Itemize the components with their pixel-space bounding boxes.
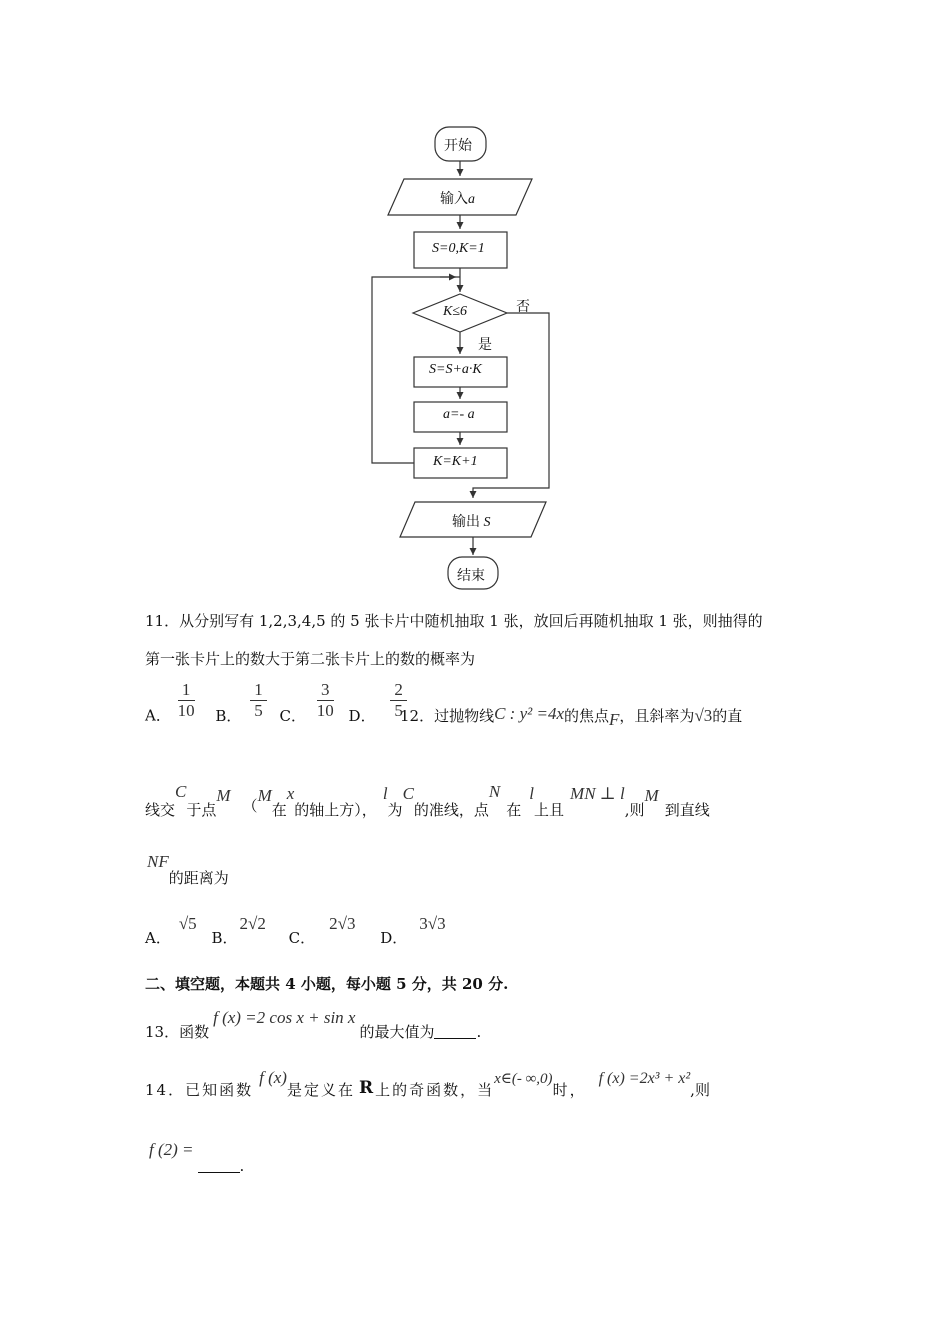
- q12-l2-g: 的准线，点: [413, 801, 489, 819]
- q14-mid1: 是定义在: [286, 1081, 355, 1099]
- q12-N: N: [488, 782, 501, 801]
- q12-l2-b: 于点: [186, 801, 217, 819]
- q13: [145, 1008, 481, 1042]
- step3-label: K=K+1: [433, 454, 478, 469]
- q12-M2: M: [257, 786, 272, 805]
- q14-line2: [149, 1140, 244, 1175]
- q14-domain: x∈(- ∞,0): [494, 1071, 553, 1087]
- q12-perp: MN ⊥ l: [570, 784, 625, 803]
- q12-x: x: [286, 784, 295, 803]
- q14-expr: f (x) =2x³ + x²: [598, 1070, 691, 1087]
- end-label: 结束: [457, 569, 485, 584]
- q12-opt-c-label: C．: [288, 929, 316, 947]
- q12-slope-text: ，且斜率为: [619, 707, 695, 725]
- q14-mid2: 上的奇函数，当: [375, 1081, 495, 1099]
- q13-tail: 的最大值为: [359, 1023, 435, 1041]
- q11-opt-a-label: A．: [145, 706, 171, 725]
- step2-label: a=- a: [443, 407, 475, 422]
- output-var: S: [483, 515, 491, 530]
- q12-l2-d: 在: [271, 801, 287, 819]
- q12-line2: [145, 782, 710, 820]
- q12-l2: l: [529, 784, 535, 803]
- q12-l2-i: 上且: [534, 801, 565, 819]
- q12-opt-c: 2√3: [329, 914, 356, 933]
- q12-l3: 的距离为: [168, 869, 229, 887]
- input-label: [440, 188, 475, 208]
- q11-opt-a: [178, 680, 195, 721]
- q11-options: [145, 680, 407, 726]
- step1-label: S=S+a·K: [429, 362, 482, 377]
- q12-C: C: [175, 782, 187, 801]
- q12-line-text: 的直: [712, 707, 743, 725]
- q11-line1: 11．从分别写有 1,2,3,4,5 的 5 张卡片中随机抽取 1 张，放回后再随机抽取 1 张，则抽得的: [145, 612, 763, 630]
- q12-line3: [147, 852, 229, 888]
- q14-mid3: 时，: [552, 1081, 587, 1099]
- q11-opt-c-num: 3: [317, 680, 334, 701]
- q12-options: [145, 914, 446, 948]
- q12-l2-h: 在: [506, 801, 522, 819]
- section2-heading: 二、填空题，本题共 4 小题，每小题 5 分，共 20 分.: [145, 975, 509, 993]
- q14-blank[interactable]: [198, 1158, 240, 1173]
- q11-opt-b: [250, 680, 267, 721]
- q12-parabola: C : y² =4x: [494, 704, 565, 723]
- output-prefix: 输出: [452, 515, 484, 530]
- output-label: [452, 511, 491, 531]
- flowchart: [0, 0, 950, 600]
- q11-line2: 第一张卡片上的数大于第二张卡片上的数的概率为: [145, 650, 476, 668]
- q11-opt-d-num: 2: [390, 680, 407, 701]
- q11-opt-a-num: 1: [178, 680, 195, 701]
- q11-opt-b-label: B．: [215, 706, 242, 725]
- q11-opt-d-den: 5: [394, 701, 403, 720]
- q12-l2-j: ,则: [624, 801, 645, 819]
- q13-intro: 13．函数: [145, 1023, 210, 1041]
- q12-C2: C: [402, 784, 414, 803]
- input-prefix: 输入: [440, 192, 468, 207]
- q11-opt-b-num: 1: [250, 680, 267, 701]
- q13-end: .: [476, 1023, 482, 1041]
- q12-opt-a-label: A．: [145, 929, 171, 947]
- q12-opt-d: 3√3: [419, 914, 446, 933]
- q14-R: R: [358, 1078, 376, 1098]
- q11-opt-b-den: 5: [254, 701, 263, 720]
- condition-label: K≤6: [443, 304, 468, 319]
- yes-label: 是: [478, 338, 492, 353]
- q12-l: l: [382, 784, 388, 803]
- q12-l2-a: 线交: [145, 801, 176, 819]
- q12-l2-k: 到直线: [664, 801, 710, 819]
- q12-opt-a: √5: [178, 914, 197, 933]
- init-label: S=0,K=1: [432, 241, 485, 256]
- q12-line1: [400, 704, 742, 730]
- q12-l2-f: 为: [387, 801, 403, 819]
- no-label: 否: [516, 300, 530, 315]
- q12-M3: M: [644, 786, 659, 805]
- q12-focus-text: 的焦点: [564, 707, 610, 725]
- q12-opt-b-label: B．: [211, 929, 238, 947]
- q11-opt-d-label: D．: [348, 706, 376, 725]
- q14: [145, 1068, 710, 1100]
- q11-opt-c-den: 10: [316, 701, 334, 720]
- start-label: 开始: [444, 139, 472, 154]
- q12-opt-d-label: D．: [380, 929, 408, 947]
- q11-opt-a-den: 10: [177, 701, 195, 720]
- q12-opt-b: 2√2: [239, 914, 266, 933]
- q14-intro: 14．已知函数: [145, 1081, 254, 1099]
- q11-opt-c: [317, 680, 334, 721]
- q14-f2: f (2) =: [149, 1140, 194, 1159]
- q12-l2-e: 的轴上方），: [294, 801, 377, 819]
- q13-func: f (x) =2 cos x + sin x: [213, 1008, 356, 1027]
- input-var: a: [468, 192, 475, 207]
- q12-slope: √3: [694, 706, 713, 725]
- q14-fx: f (x): [259, 1068, 287, 1087]
- q12-focus: F: [609, 710, 620, 729]
- q11-opt-c-label: C．: [279, 706, 306, 725]
- q14-mid4: ,则: [690, 1081, 710, 1099]
- q14-end: .: [239, 1157, 245, 1175]
- q12-M: M: [216, 786, 231, 805]
- q12-NF: NF: [147, 852, 169, 871]
- q12-l2-c: （: [242, 797, 258, 815]
- q13-blank[interactable]: [434, 1024, 476, 1039]
- q12-intro: 12．过抛物线: [400, 707, 495, 725]
